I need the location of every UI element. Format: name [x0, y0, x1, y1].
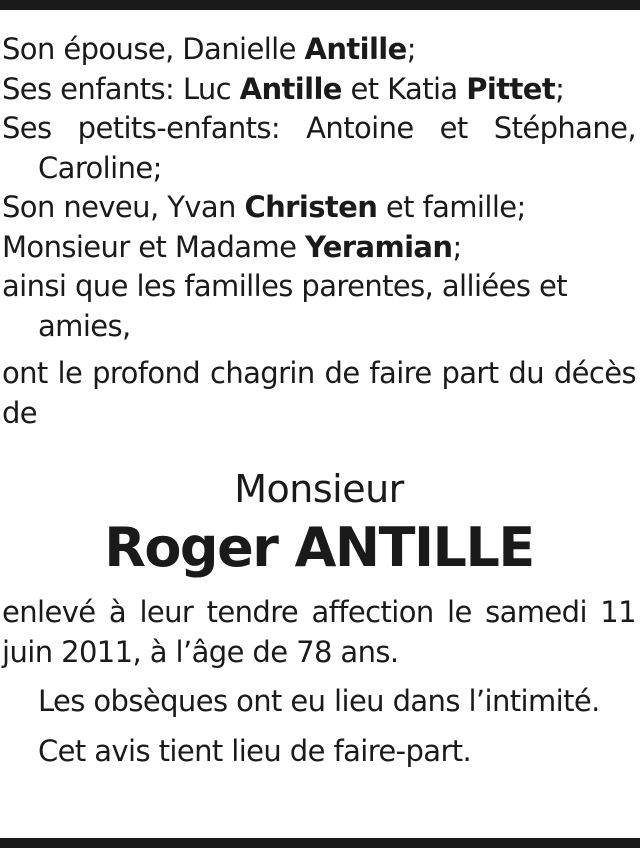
death-details: enlevé à leur tendre affection le samedi 11 juin 2011, à l’âge de 78 ans. [2, 595, 636, 669]
deceased-honorific: Monsieur [234, 467, 404, 511]
children-punct: ; [555, 71, 565, 106]
children-text-mid: et Katia [341, 71, 467, 106]
deceased-name: Roger ANTILLE [104, 516, 534, 579]
family-line-nephew [2, 188, 636, 228]
children-surname-2: Pittet [466, 71, 556, 106]
nephew-text-post: et famille; [377, 190, 526, 224]
obituary-notice [2, 30, 636, 771]
yeramian-text: Monsieur et Madame [2, 229, 305, 264]
yeramian-surname: Yeramian [304, 229, 453, 264]
yeramian-punct: ; [452, 229, 462, 264]
spouse-surname: Antille [304, 32, 407, 66]
closing-notice: Cet avis tient lieu de faire-part. [38, 733, 472, 768]
family-line-spouse [2, 30, 636, 70]
children-surname-1: Antille [239, 71, 342, 106]
family-line-yeramian [2, 228, 636, 268]
family-line-children [2, 70, 636, 110]
children-text: Ses enfants: Luc [2, 71, 240, 106]
top-border-rule [0, 0, 640, 10]
spouse-text: Son épouse, Danielle [2, 32, 305, 66]
nephew-surname: Christen [244, 190, 378, 224]
family-line-grandchildren: Ses petits-enfants: Antoine et Stéphane, Caroline; [2, 111, 636, 185]
nephew-text: Son neveu, Yvan [2, 190, 245, 224]
announcement-text: ont le profond chagrin de faire part du décès de [2, 356, 636, 430]
family-line-relatives: ainsi que les familles parentes, alliées et amies, [2, 269, 568, 343]
bottom-border-rule [0, 838, 640, 848]
funeral-notice: Les obsèques ont eu lieu dans l’intimité. [38, 684, 600, 718]
spouse-punct: ; [406, 32, 416, 66]
